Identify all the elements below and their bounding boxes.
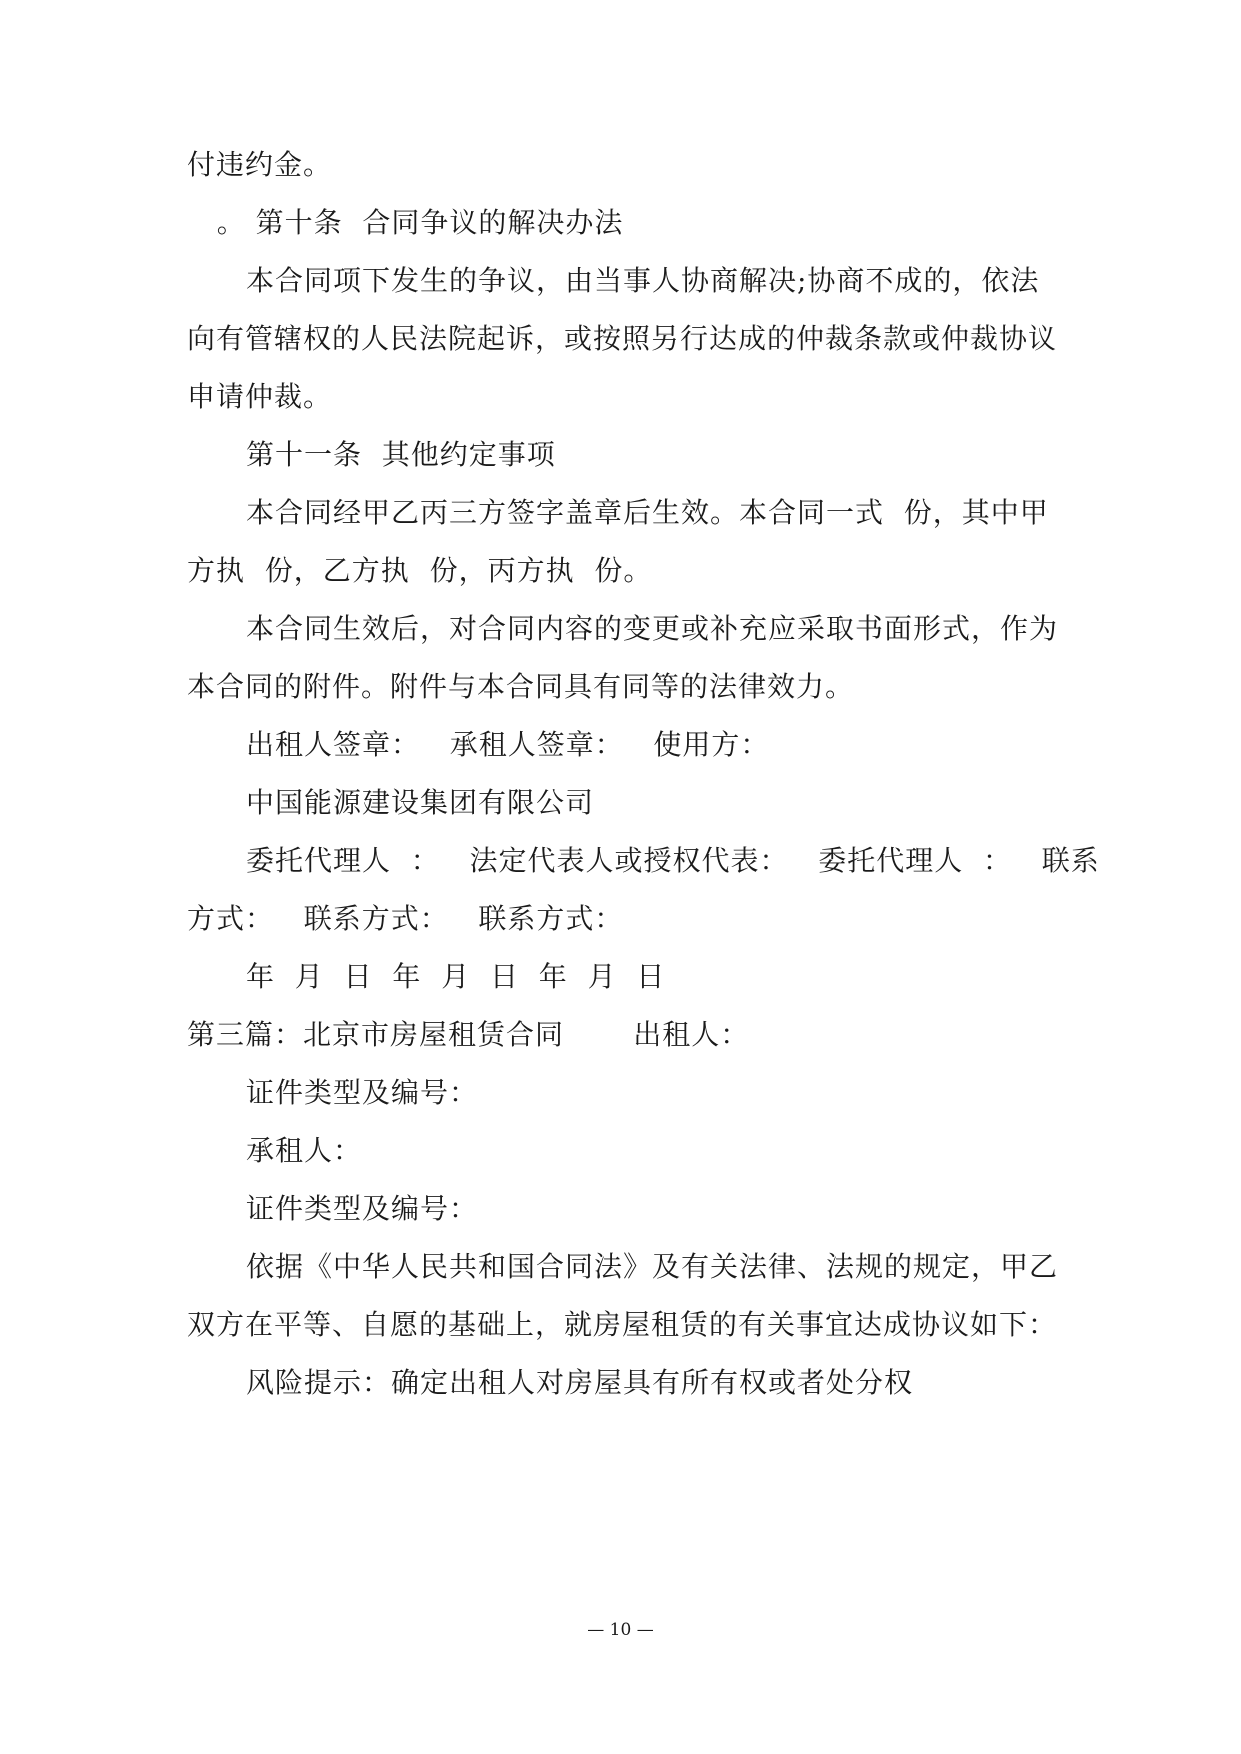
risk-notice: 风险提示：确定出租人对房屋具有所有权或者处分权 xyxy=(246,1366,914,1399)
text-line: 申请仲裁。 xyxy=(187,380,333,413)
section-heading: 。 第十条 合同争议的解决办法 xyxy=(187,206,624,239)
text-line: 本合同生效后，对合同内容的变更或补充应采取书面形式，作为 xyxy=(246,612,1059,645)
signature-line: 委托代理人 ： 法定代表人或授权代表： 委托代理人 ： 联系 xyxy=(246,844,1100,877)
date-line: 年 月 日 年 月 日 年 月 日 xyxy=(246,960,666,993)
text-line: 双方在平等、自愿的基础上，就房屋租赁的有关事宜达成协议如下： xyxy=(187,1308,1058,1341)
text-line: 本合同项下发生的争议，由当事人协商解决;协商不成的，依法 xyxy=(246,264,1040,297)
chapter-heading: 第三篇：北京市房屋租赁合同 出租人： xyxy=(187,1018,750,1051)
text-line: 本合同经甲乙丙三方签字盖章后生效。本合同一式 份，其中甲 xyxy=(246,496,1049,529)
form-field-label: 承租人： xyxy=(246,1134,363,1167)
text-line: 依据《中华人民共和国合同法》及有关法律、法规的规定，甲乙 xyxy=(246,1250,1059,1283)
section-heading: 第十一条 其他约定事项 xyxy=(246,438,556,471)
signature-line: 方式： 联系方式： 联系方式： xyxy=(187,902,624,935)
text-line: 本合同的附件。附件与本合同具有同等的法律效力。 xyxy=(187,670,855,703)
page-number: — 10 — xyxy=(587,1620,654,1640)
text-line: 方执 份，乙方执 份，丙方执 份。 xyxy=(187,554,653,587)
signature-line: 出租人签章： 承租人签章： 使用方： xyxy=(246,728,770,761)
form-field-label: 证件类型及编号： xyxy=(246,1192,479,1225)
text-line: 付违约金。 xyxy=(187,148,333,181)
company-name: 中国能源建设集团有限公司 xyxy=(246,786,595,819)
form-field-label: 证件类型及编号： xyxy=(246,1076,479,1109)
text-line: 向有管辖权的人民法院起诉，或按照另行达成的仲裁条款或仲裁协议 xyxy=(187,322,1058,355)
